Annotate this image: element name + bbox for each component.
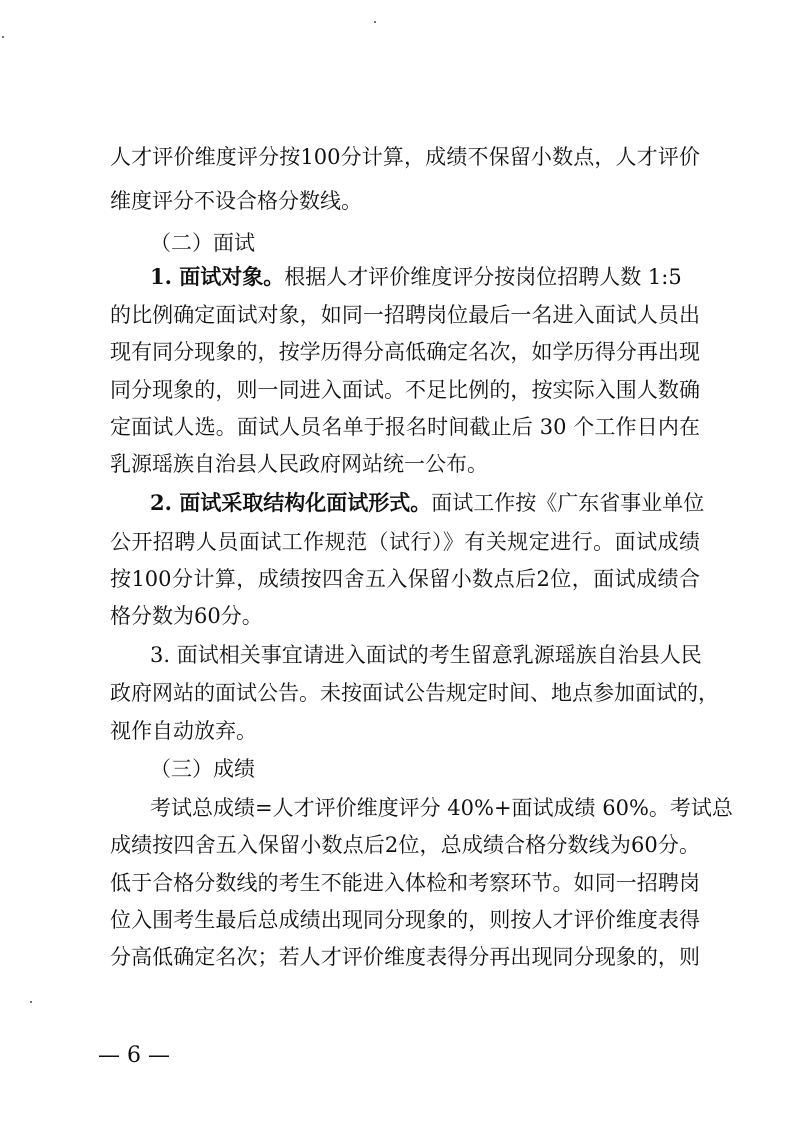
- paragraph-line: 考试总成绩=人才评价维度评分 40%+面试成绩 60%。考试总: [150, 796, 733, 820]
- paragraph-line: 位入围考生最后总成绩出现同分现象的，则按人才评价维度表得: [110, 908, 700, 932]
- scan-dust-mark: [374, 21, 376, 23]
- paragraph-line: 格分数为60分。: [110, 604, 263, 628]
- paragraph-line: 公开招聘人员面试工作规范（试行）》有关规定进行。面试成绩: [110, 530, 700, 554]
- scan-dust-mark: [30, 1001, 32, 1003]
- paragraph-line: 分高低确定名次；若人才评价维度表得分再出现同分现象的，则: [110, 945, 700, 969]
- section-heading-scores: （三）成绩: [150, 757, 255, 781]
- paragraph-line: 的比例确定面试对象，如同一招聘岗位最后一名进入面试人员出: [110, 303, 700, 327]
- scan-dust-mark: [2, 36, 4, 38]
- paragraph-line: 维度评分不设合格分数线。: [110, 189, 362, 213]
- paragraph-line: 同分现象的，则一同进入面试。不足比例的，按实际入围人数确: [110, 378, 700, 402]
- paragraph-line: 按100分计算，成绩按四舍五入保留小数点后2位，面试成绩合: [110, 567, 700, 591]
- paragraph-line: 现有同分现象的，按学历得分高低确定名次，如学历得分再出现: [110, 340, 700, 364]
- paragraph-line-with-heading: [150, 264, 700, 290]
- subheading-interview-targets: 1. 面试对象。: [150, 264, 285, 289]
- paragraph-line-with-heading: [150, 490, 705, 516]
- subheading-structured-interview: 2. 面试采取结构化面试形式。: [150, 490, 432, 515]
- paragraph-line: 定面试人选。面试人员名单于报名时间截止后 30 个工作日内在: [110, 415, 700, 439]
- page-number: — 6 —: [98, 1043, 170, 1068]
- paragraph-line: 根据人才评价维度评分按岗位招聘人数 1:5: [284, 265, 682, 289]
- section-heading-interview: （二）面试: [150, 231, 255, 255]
- paragraph-line: 3. 面试相关事宜请进入面试的考生留意乳源瑶族自治县人民: [150, 643, 702, 667]
- paragraph-line: 低于合格分数线的考生不能进入体检和考察环节。如同一招聘岗: [110, 871, 700, 895]
- paragraph-line: 成绩按四舍五入保留小数点后2位，总成绩合格分数线为60分。: [110, 833, 700, 857]
- paragraph-line: 政府网站的面试公告。未按面试公告规定时间、地点参加面试的，: [110, 681, 719, 705]
- paragraph-line: 视作自动放弃。: [110, 719, 257, 743]
- paragraph-line: 人才评价维度评分按100分计算，成绩不保留小数点，人才评价: [110, 145, 700, 169]
- paragraph-line: 乳源瑶族自治县人民政府网站统一公布。: [110, 452, 488, 476]
- paragraph-line: 面试工作按《广东省事业单位: [431, 491, 705, 515]
